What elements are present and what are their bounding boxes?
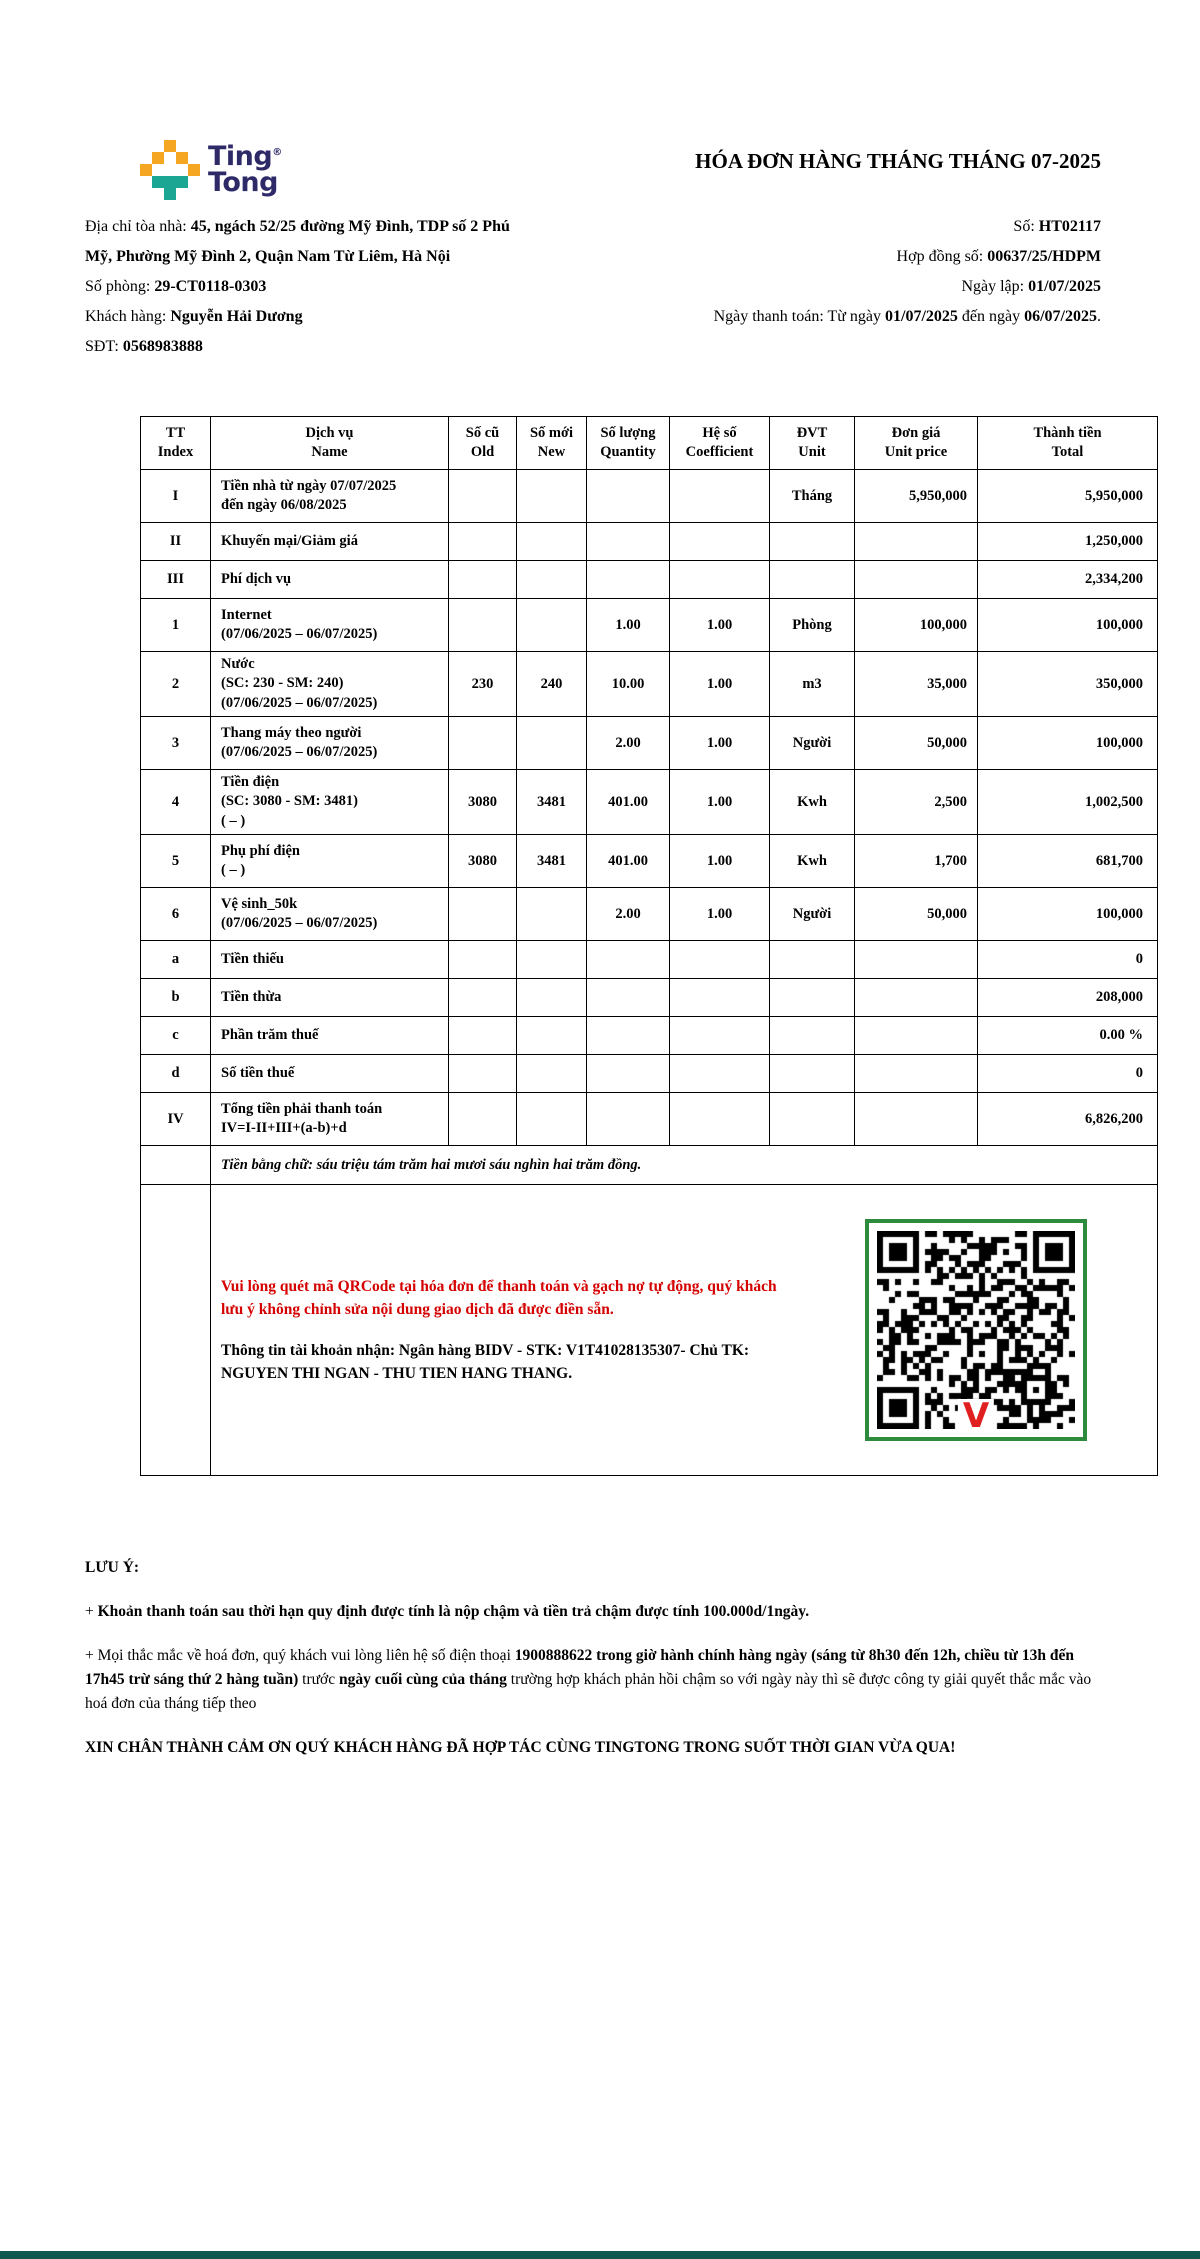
cell-unit: Kwh xyxy=(770,770,855,835)
cell-total: 350,000 xyxy=(978,652,1158,717)
cell-total: 1,002,500 xyxy=(978,770,1158,835)
cell-qty: 10.00 xyxy=(587,652,670,717)
table-row xyxy=(141,599,1158,652)
cell-coef: 1.00 xyxy=(670,888,770,941)
note-late-payment: + Khoản thanh toán sau thời hạn quy định được tính là nộp chậm và tiền trả chậm được tính 100.000d/1ngày. xyxy=(85,1603,810,1621)
cell-unit: Phòng xyxy=(770,599,855,652)
cell-price xyxy=(855,941,978,979)
cell-index: 2 xyxy=(141,652,211,717)
cell-coef: 1.00 xyxy=(670,835,770,888)
cell-index xyxy=(141,1185,211,1476)
cell-new xyxy=(517,979,587,1017)
header xyxy=(85,140,1115,200)
cell-name: Phí dịch vụ xyxy=(211,561,449,599)
cell-coef xyxy=(670,1017,770,1055)
thanks-note: XIN CHÂN THÀNH CẢM ƠN QUÝ KHÁCH HÀNG ĐÃ HỢP TÁC CÙNG TINGTONG TRONG SUỐT THỜI GIAN VỪA QUA! xyxy=(85,1739,956,1757)
cell-new xyxy=(517,1093,587,1146)
col-header-old: Số cũ Old xyxy=(449,417,517,470)
cell-name: Số tiền thuế xyxy=(211,1055,449,1093)
cell-new: 3481 xyxy=(517,835,587,888)
cell-total: 681,700 xyxy=(978,835,1158,888)
cell-unit xyxy=(770,561,855,599)
cell-total: 5,950,000 xyxy=(978,470,1158,523)
cell-old: 230 xyxy=(449,652,517,717)
cell-unit xyxy=(770,1055,855,1093)
cell-name: Tiền thừa xyxy=(211,979,449,1017)
cell-qty xyxy=(587,941,670,979)
cell-old xyxy=(449,979,517,1017)
col-header-new: Số mới New xyxy=(517,417,587,470)
table-row xyxy=(141,470,1158,523)
cell-new xyxy=(517,888,587,941)
cell-index: 4 xyxy=(141,770,211,835)
customer-phone: SĐT: 0568983888 xyxy=(85,338,203,355)
tingtong-logo xyxy=(140,140,282,200)
cell-name: Khuyến mại/Giảm giá xyxy=(211,523,449,561)
logo-word-ting: Ting xyxy=(208,141,273,172)
cell-coef xyxy=(670,1093,770,1146)
table-header-row xyxy=(141,417,1158,470)
invoice-info xyxy=(85,212,1115,362)
col-header-unit-price: Đơn giá Unit price xyxy=(855,417,978,470)
table-row xyxy=(141,888,1158,941)
cell-total: 100,000 xyxy=(978,717,1158,770)
cell-old xyxy=(449,941,517,979)
cell-total: 0 xyxy=(978,1055,1158,1093)
cell-qty xyxy=(587,1017,670,1055)
cell-price xyxy=(855,1055,978,1093)
table-row xyxy=(141,523,1158,561)
col-header-total: Thành tiền Total xyxy=(978,417,1158,470)
invoice-number: Số: HT02117 xyxy=(1013,218,1101,235)
cell-qty: 2.00 xyxy=(587,717,670,770)
cell-name: Phụ phí điện ( – ) xyxy=(211,835,449,888)
contract-number: Hợp đồng số: 00637/25/HDPM xyxy=(896,248,1101,265)
invoice-title: HÓA ĐƠN HÀNG THÁNG THÁNG 07-2025 xyxy=(695,149,1101,173)
amount-in-words-row xyxy=(141,1146,1158,1185)
cell-qty xyxy=(587,523,670,561)
tingtong-logo-icon xyxy=(140,140,200,200)
cell-price xyxy=(855,561,978,599)
cell-qty xyxy=(587,561,670,599)
customer-name: Khách hàng: Nguyễn Hải Dương xyxy=(85,308,303,325)
cell-price: 100,000 xyxy=(855,599,978,652)
cell-name: Internet (07/06/2025 – 06/07/2025) xyxy=(211,599,449,652)
cell-name: Phần trăm thuế xyxy=(211,1017,449,1055)
note-hotline: + Mọi thắc mắc về hoá đơn, quý khách vui lòng liên hệ số điện thoại 1900888622 trong giờ hành chính hàng ngày (sáng từ 8h30 đến 12h, chiều từ 13h đến 17h45 trừ sáng thứ 2 hàng tuần) trước ngày cuối cùng của tháng trường hợp khách phản hồi chậm so với ngày này thì sẽ được công ty giải quyết thắc mắc vào hoá đơn của tháng tiếp theo xyxy=(85,1647,1092,1713)
cell-unit xyxy=(770,1017,855,1055)
cell-coef: 1.00 xyxy=(670,770,770,835)
cell-old xyxy=(449,1017,517,1055)
cell-old xyxy=(449,717,517,770)
payment-date-range: Ngày thanh toán: Từ ngày 01/07/2025 đến ngày 06/07/2025. xyxy=(713,308,1101,325)
cell-price: 2,500 xyxy=(855,770,978,835)
table-row xyxy=(141,979,1158,1017)
building-address-line1: Địa chỉ tòa nhà: 45, ngách 52/25 đường Mỹ Đình, TDP số 2 Phú xyxy=(85,218,510,235)
table-row xyxy=(141,835,1158,888)
room-number: Số phòng: 29-CT0118-0303 xyxy=(85,278,267,295)
col-header-quantity: Số lượng Quantity xyxy=(587,417,670,470)
cell-new xyxy=(517,941,587,979)
cell-total: 0.00 % xyxy=(978,1017,1158,1055)
cell-total: 100,000 xyxy=(978,888,1158,941)
cell-name: Thang máy theo người (07/06/2025 – 06/07/2025) xyxy=(211,717,449,770)
col-header-unit: ĐVT Unit xyxy=(770,417,855,470)
cell-total: 6,826,200 xyxy=(978,1093,1158,1146)
cell-price xyxy=(855,523,978,561)
table-row xyxy=(141,561,1158,599)
cell-new: 240 xyxy=(517,652,587,717)
amount-in-words-label: Tiền bằng chữ: xyxy=(221,1156,317,1173)
cell-new xyxy=(517,1017,587,1055)
cell-total: 100,000 xyxy=(978,599,1158,652)
cell-new xyxy=(517,717,587,770)
cell-new xyxy=(517,470,587,523)
cell-qty: 401.00 xyxy=(587,835,670,888)
cell-price: 1,700 xyxy=(855,835,978,888)
cell-name: Tiền nhà từ ngày 07/07/2025 đến ngày 06/08/2025 xyxy=(211,470,449,523)
cell-index: I xyxy=(141,470,211,523)
col-header-name: Dịch vụ Name xyxy=(211,417,449,470)
cell-index: III xyxy=(141,561,211,599)
cell-unit xyxy=(770,523,855,561)
qr-instruction-note: Vui lòng quét mã QRCode tại hóa đơn để thanh toán và gạch nợ tự động, quý khách lưu ý không chỉnh sửa nội dung giao dịch đã được điền sẵn. xyxy=(221,1277,777,1318)
bank-account-info: Thông tin tài khoản nhận: Ngân hàng BIDV - STK: V1T41028135307- Chủ TK: NGUYEN THI NGAN - THU TIEN HANG THANG. xyxy=(221,1342,750,1383)
cell-price: 50,000 xyxy=(855,717,978,770)
cell-old xyxy=(449,1093,517,1146)
cell-coef: 1.00 xyxy=(670,652,770,717)
cell-price: 5,950,000 xyxy=(855,470,978,523)
cell-index: II xyxy=(141,523,211,561)
cell-index: b xyxy=(141,979,211,1017)
cell-new xyxy=(517,523,587,561)
cell-unit: Kwh xyxy=(770,835,855,888)
cell-price xyxy=(855,979,978,1017)
table-row xyxy=(141,1017,1158,1055)
cell-qty: 2.00 xyxy=(587,888,670,941)
cell-coef xyxy=(670,979,770,1017)
cell-price: 35,000 xyxy=(855,652,978,717)
notes-heading: LƯU Ý: xyxy=(85,1559,140,1576)
cell-old xyxy=(449,599,517,652)
cell-total: 208,000 xyxy=(978,979,1158,1017)
cell-coef: 1.00 xyxy=(670,717,770,770)
cell-coef xyxy=(670,1055,770,1093)
cell-index: 1 xyxy=(141,599,211,652)
cell-qty: 401.00 xyxy=(587,770,670,835)
cell-new xyxy=(517,599,587,652)
cell-coef: 1.00 xyxy=(670,599,770,652)
cell-old xyxy=(449,523,517,561)
table-row xyxy=(141,652,1158,717)
qr-payment-row xyxy=(141,1185,1158,1476)
cell-old: 3080 xyxy=(449,835,517,888)
col-header-index: TT Index xyxy=(141,417,211,470)
cell-unit: Người xyxy=(770,888,855,941)
cell-name: Tiền thiếu xyxy=(211,941,449,979)
cell-new xyxy=(517,1055,587,1093)
cell-unit: m3 xyxy=(770,652,855,717)
table-row xyxy=(141,1055,1158,1093)
cell-index: d xyxy=(141,1055,211,1093)
registered-mark: ® xyxy=(272,147,282,158)
cell-price: 50,000 xyxy=(855,888,978,941)
cell-unit: Tháng xyxy=(770,470,855,523)
cell-name: Nước (SC: 230 - SM: 240) (07/06/2025 – 06/07/2025) xyxy=(211,652,449,717)
cell-old xyxy=(449,561,517,599)
cell-new: 3481 xyxy=(517,770,587,835)
cell-qty xyxy=(587,1093,670,1146)
cell-index: IV xyxy=(141,1093,211,1146)
cell-price xyxy=(855,1017,978,1055)
cell-index: 5 xyxy=(141,835,211,888)
col-header-coefficient: Hệ số Coefficient xyxy=(670,417,770,470)
cell-qty xyxy=(587,1055,670,1093)
cell-new xyxy=(517,561,587,599)
qr-v-logo: V xyxy=(958,1399,994,1433)
table-row xyxy=(141,941,1158,979)
cell-unit xyxy=(770,1093,855,1146)
cell-total: 0 xyxy=(978,941,1158,979)
cell-index: 6 xyxy=(141,888,211,941)
cell-name: Tổng tiền phải thanh toán IV=I-II+III+(a-b)+d xyxy=(211,1093,449,1146)
cell-total: 2,334,200 xyxy=(978,561,1158,599)
cell-index xyxy=(141,1146,211,1185)
cell-name: Vệ sinh_50k (07/06/2025 – 06/07/2025) xyxy=(211,888,449,941)
cell-coef xyxy=(670,470,770,523)
cell-unit xyxy=(770,941,855,979)
cell-unit xyxy=(770,979,855,1017)
cell-old xyxy=(449,1055,517,1093)
invoice-table xyxy=(140,416,1158,1476)
cell-coef xyxy=(670,941,770,979)
logo-word-tong: Tong xyxy=(208,166,278,198)
amount-in-words xyxy=(211,1146,1158,1185)
cell-old xyxy=(449,888,517,941)
amount-in-words-value: sáu triệu tám trăm hai mươi sáu nghìn hai trăm đồng. xyxy=(316,1156,642,1173)
cell-total: 1,250,000 xyxy=(978,523,1158,561)
cell-unit: Người xyxy=(770,717,855,770)
payment-qr-code xyxy=(865,1219,1087,1441)
cell-price xyxy=(855,1093,978,1146)
table-row xyxy=(141,1093,1158,1146)
cell-qty xyxy=(587,979,670,1017)
cell-old: 3080 xyxy=(449,770,517,835)
cell-index: 3 xyxy=(141,717,211,770)
cell-index: a xyxy=(141,941,211,979)
cell-qty: 1.00 xyxy=(587,599,670,652)
issue-date: Ngày lập: 01/07/2025 xyxy=(961,278,1101,295)
cell-old xyxy=(449,470,517,523)
cell-coef xyxy=(670,523,770,561)
cell-qty xyxy=(587,470,670,523)
logo-wordmark xyxy=(208,141,282,198)
cell-coef xyxy=(670,561,770,599)
table-row xyxy=(141,770,1158,835)
cell-name: Tiền điện (SC: 3080 - SM: 3481) ( – ) xyxy=(211,770,449,835)
building-address-line2: Mỹ, Phường Mỹ Đình 2, Quận Nam Từ Liêm, Hà Nội xyxy=(85,248,451,265)
footer-bar xyxy=(0,2251,1200,2259)
cell-index: c xyxy=(141,1017,211,1055)
table-row xyxy=(141,717,1158,770)
footer-notes xyxy=(85,1556,1115,1760)
